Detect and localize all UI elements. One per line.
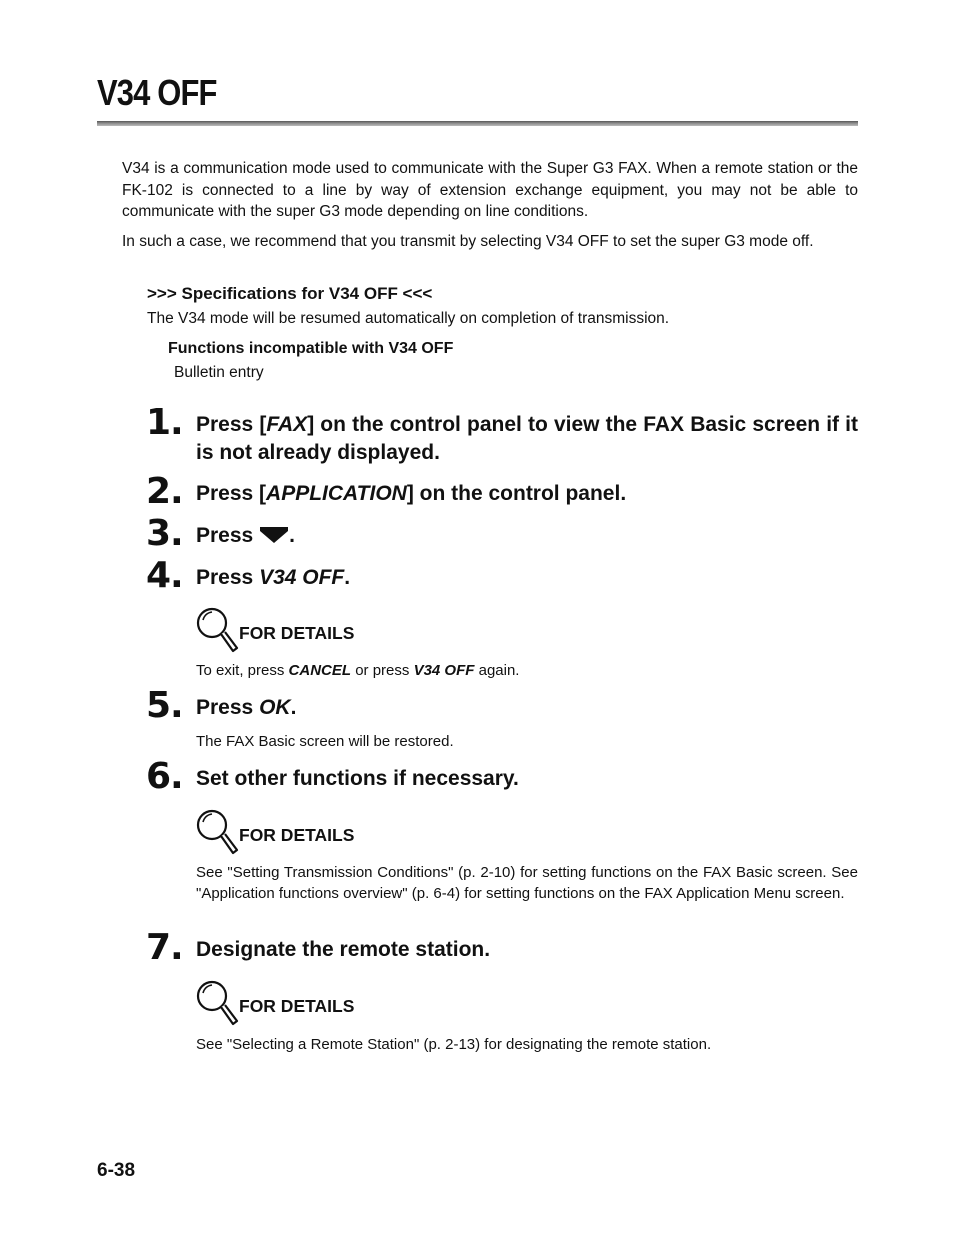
step-5-text: Press OK. — [196, 696, 297, 719]
spec-text: The V34 mode will be resumed automatically on completion of transmission. — [147, 310, 670, 327]
magnifier-icon — [193, 979, 241, 1027]
step-2-number: 2. — [146, 471, 183, 512]
step-1-text: Press [FAX] on the control panel to view the FAX Basic screen if it is not already displayed. — [196, 413, 858, 464]
step-3-number: 3. — [146, 513, 183, 554]
step-3-text: Press . — [196, 524, 295, 547]
step-1-number: 1. — [146, 402, 183, 443]
for-details-label: FOR DETAILS — [239, 996, 355, 1016]
step-4-number: 4. — [146, 555, 183, 596]
intro-paragraph-1: V34 is a communication mode used to communicate with the Super G3 FAX. When a remote station or the FK-102 is connected to a line by way of extension exchange equipment, you may not be able to communicate with the super G3 mode depending on line conditions. — [122, 160, 858, 220]
step-6-number: 6. — [146, 756, 183, 797]
step-7-number: 7. — [146, 927, 183, 968]
for-details-label: FOR DETAILS — [239, 623, 355, 643]
step-4-text: Press V34 OFF. — [196, 566, 351, 589]
step-4-note: To exit, press CANCEL or press V34 OFF again. — [196, 662, 520, 679]
magnifier-icon — [193, 606, 241, 654]
title-rule — [97, 121, 858, 126]
down-arrow-icon — [259, 526, 289, 544]
spec-heading: >>> Specifications for V34 OFF <<< — [147, 284, 433, 303]
intro-paragraph-2: In such a case, we recommend that you transmit by selecting V34 OFF to set the super G3 mode off. — [122, 233, 814, 250]
for-details-block — [193, 808, 393, 852]
step-7-text: Designate the remote station. — [196, 938, 491, 961]
step-6-text: Set other functions if necessary. — [196, 767, 519, 790]
page-title: V34 OFF — [97, 72, 217, 113]
step-7-note: See "Selecting a Remote Station" (p. 2-13) for designating the remote station. — [196, 1036, 712, 1053]
incompatible-item: Bulletin entry — [174, 364, 264, 381]
for-details-block — [193, 979, 393, 1023]
step-6-note: See "Setting Transmission Conditions" (p. 2-10) for setting functions on the FAX Basic screen. See "Application functions overview" (p. 6-4) for setting functions on the FAX Application Menu screen. — [196, 864, 858, 902]
step-5-note: The FAX Basic screen will be restored. — [196, 733, 454, 750]
step-5-number: 5. — [146, 685, 183, 726]
page-number: 6-38 — [97, 1160, 136, 1181]
for-details-block — [193, 606, 393, 650]
step-2-text: Press [APPLICATION] on the control panel. — [196, 482, 627, 505]
magnifier-icon — [193, 808, 241, 856]
incompatible-heading: Functions incompatible with V34 OFF — [168, 340, 454, 357]
for-details-label: FOR DETAILS — [239, 825, 355, 845]
